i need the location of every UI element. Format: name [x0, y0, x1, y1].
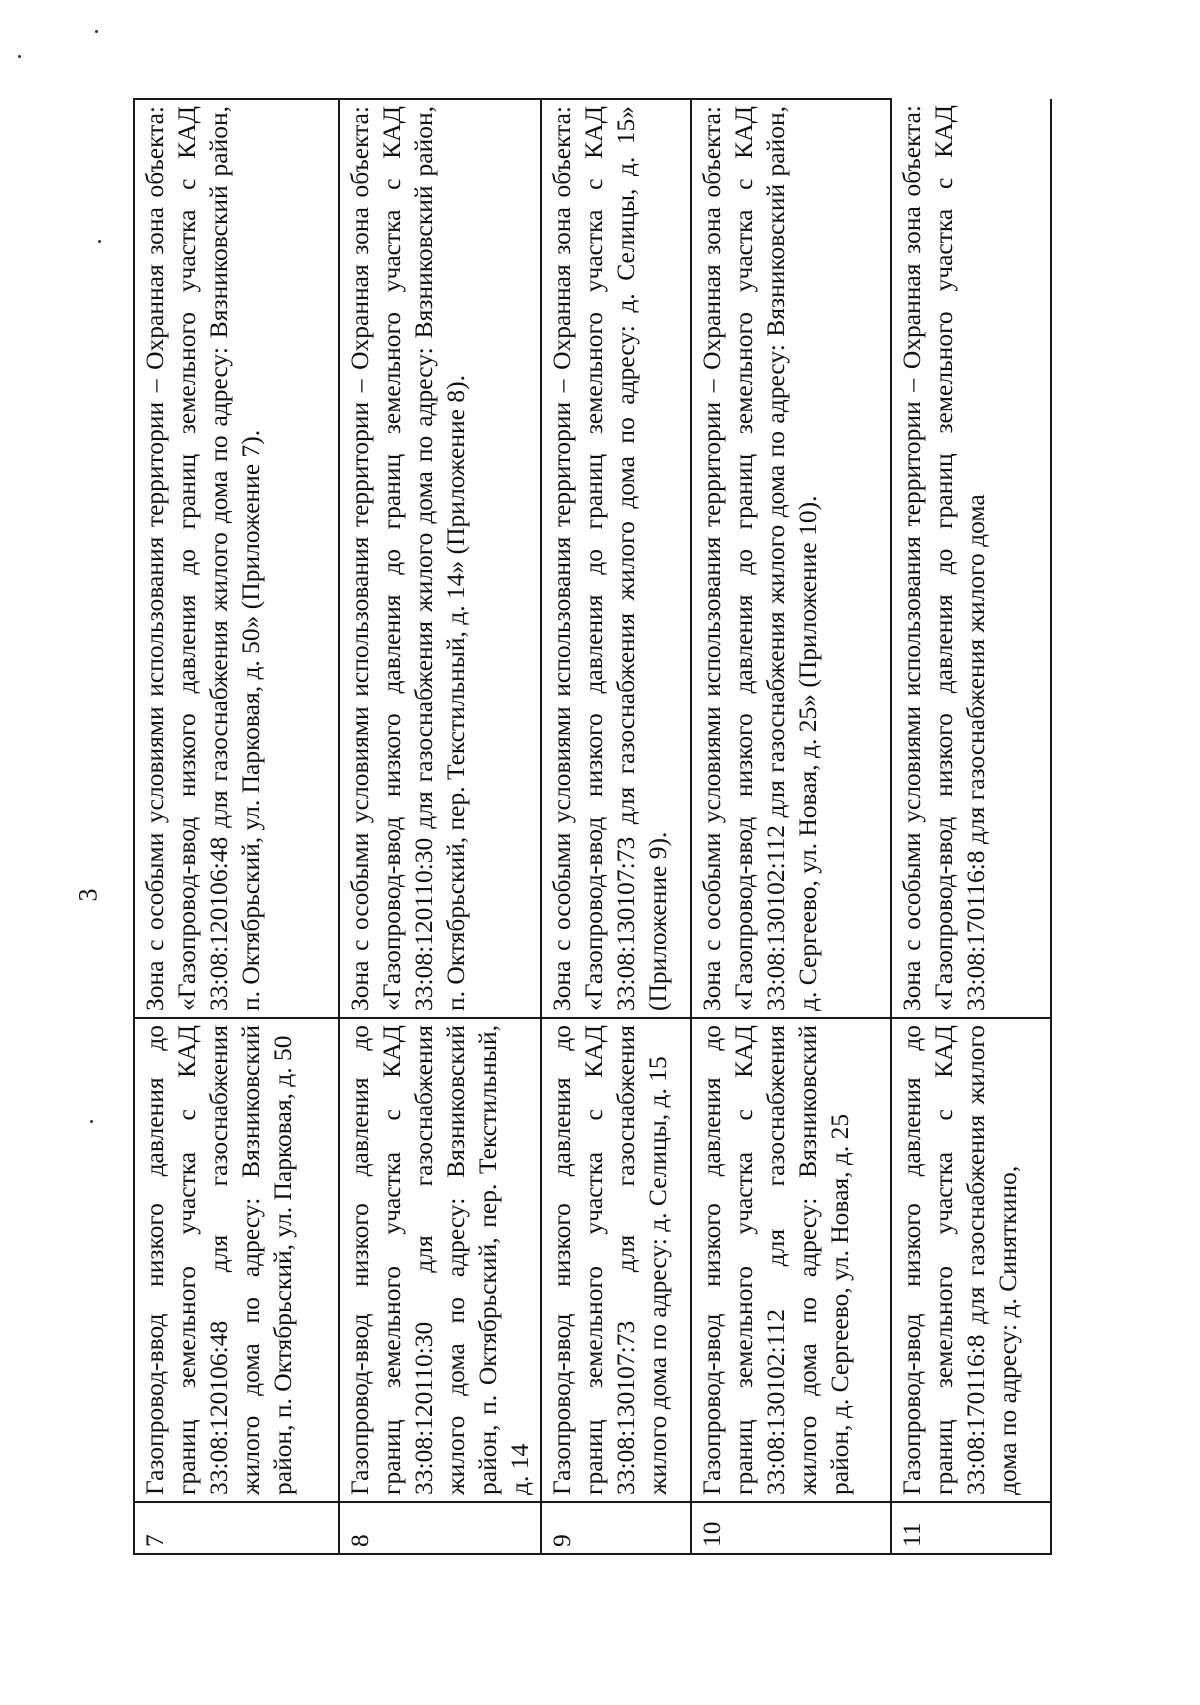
row-number: 10 [691, 1502, 891, 1554]
object-text: Газопровод-ввод низкого давления до границ земельного участка с КАД 33:08:130102:112 для газоснабжения жилого дома по адресу: Вязниковский район, д. Сергеево, ул. Новая, д. 25 [697, 1025, 854, 1495]
zone-text: Зона с особыми условиями использования территории – Охранная зона объекта: «Газопровод-ввод низкого давления до границ земельного участка с КАД 33:08:130102:112 для газоснабжения жилого дома по адресу: Вязниковский район, д. Сергеево, ул. Новая, д. 25» (Приложение 10). [697, 106, 822, 1011]
scan-speck [90, 1120, 93, 1123]
object-description [541, 1018, 691, 1502]
page-number: 3 [73, 888, 103, 902]
object-text: Газопровод-ввод низкого давления до границ земельного участка с КАД 33:08:170116:8 для газоснабжения жилого дома по адресу: д. Синяткино, [897, 1025, 1022, 1495]
row-number: 11 [891, 1502, 1051, 1554]
zone-description [541, 99, 691, 1018]
zone-text: Зона с особыми условиями использования территории – Охранная зона объекта: «Газопровод-ввод низкого давления до границ земельного участка с КАД 33:08:120106:48 для газоснабжения жилого дома по адресу: Вязниковский район, п. Октябрьский, ул. Парковая, д. 50» (Приложение 7). [140, 106, 265, 1011]
table-row [691, 99, 891, 1554]
row-number: 7 [134, 1502, 339, 1554]
zone-description [339, 99, 541, 1018]
object-description [891, 1018, 1051, 1502]
zone-text: Зона с особыми условиями использования территории – Охранная зона объекта: «Газопровод-ввод низкого давления до границ земельного участка с КАД 33:08:170116:8 для газоснабжения жилого дома [897, 105, 990, 1011]
zone-description [691, 99, 891, 1018]
object-description [691, 1018, 891, 1502]
object-text: Газопровод-ввод низкого давления до границ земельного участка с КАД 33:08:120110:30 для газоснабжения жилого дома по адресу: Вязниковский район, п. Октябрьский, пер. Текстильный, д. 14 [345, 1025, 534, 1495]
zone-description [891, 99, 1051, 1018]
row-number: 8 [339, 1502, 541, 1554]
object-description [134, 1018, 339, 1502]
object-text: Газопровод-ввод низкого давления до границ земельного участка с КАД 33:08:130107:73 для газоснабжения жилого дома по адресу: д. Селицы, д. 15 [547, 1025, 672, 1495]
zone-text: Зона с особыми условиями использования территории – Охранная зона объекта: «Газопровод-ввод низкого давления до границ земельного участка с КАД 33:08:130107:73 для газоснабжения жилого дома по адресу: д. Селицы, д. 15» (Приложение 9). [547, 106, 672, 1011]
object-description [339, 1018, 541, 1502]
rotated-page-content [133, 105, 1073, 1555]
table-row [339, 99, 541, 1554]
table-row [134, 99, 339, 1554]
zone-text: Зона с особыми условиями использования территории – Охранная зона объекта: «Газопровод-ввод низкого давления до границ земельного участка с КАД 33:08:120110:30 для газоснабжения жилого дома по адресу: Вязниковский район, п. Октябрьский, пер. Текстильный, д. 14» (Приложение 8). [345, 106, 470, 1011]
scan-speck [98, 240, 101, 243]
scan-speck [18, 55, 21, 58]
table-row [541, 99, 691, 1554]
scan-speck [95, 30, 98, 33]
zone-description [134, 99, 339, 1018]
row-number: 9 [541, 1502, 691, 1554]
object-text: Газопровод-ввод низкого давления до границ земельного участка с КАД 33:08:120106:48 для газоснабжения жилого дома по адресу: Вязниковский район, п. Октябрьский, ул. Парковая, д. 50 [140, 1025, 297, 1495]
zones-table [133, 98, 1052, 1555]
table-row [891, 99, 1051, 1554]
